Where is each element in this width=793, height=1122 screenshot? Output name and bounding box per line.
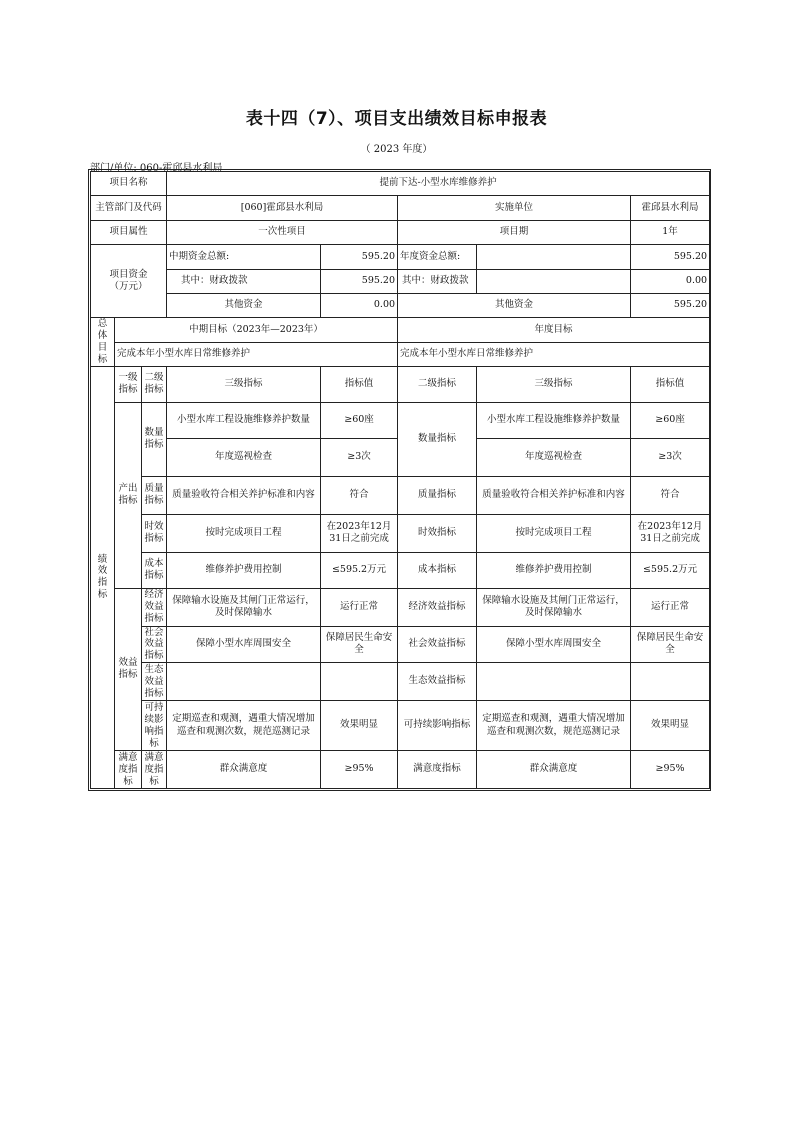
indicator-header-row: [91, 366, 710, 402]
valueb-cell: 运行正常: [631, 588, 710, 626]
indicator-row: [91, 402, 710, 438]
level2b-cell: 可持续影响指标: [398, 701, 477, 751]
level2b-cell: 社会效益指标: [398, 626, 477, 663]
project-name-row: [91, 172, 710, 196]
level3b-cell: 小型水库工程设施维修养护数量: [477, 402, 631, 438]
level3b-cell: 维修养护费用控制: [477, 552, 631, 588]
indicator-row: [91, 588, 710, 626]
value-cell: 符合: [321, 476, 398, 514]
funds-row-2: [91, 270, 710, 294]
valueb-cell: [631, 663, 710, 701]
fin-mid-label: 其中：财政拨款: [167, 270, 321, 294]
mid-goal-text: 完成本年小型水库日常维修养护: [115, 343, 398, 366]
attr-row: [91, 221, 710, 245]
level3-cell: 年度巡视检查: [167, 438, 321, 476]
level3b-cell: 群众满意度: [477, 751, 631, 789]
level2b-header: 二级指标: [398, 366, 477, 402]
level3-cell: 小型水库工程设施维修养护数量: [167, 402, 321, 438]
goal-content-row: [91, 343, 710, 366]
level3b-cell: 按时完成项目工程: [477, 514, 631, 552]
other-mid-label: 其他资金: [167, 294, 321, 318]
level3b-cell: 年度巡视检查: [477, 438, 631, 476]
value-cell: ≥3次: [321, 438, 398, 476]
attr-label: 项目属性: [91, 221, 167, 245]
level2b-cell: 时效指标: [398, 514, 477, 552]
satisfaction-level1-label: 满意度指标: [115, 751, 142, 789]
level3-cell: 保障小型水库周围安全: [167, 626, 321, 663]
indicator-row: [91, 663, 710, 701]
quantity-indicator-label: 数量指标: [142, 402, 167, 476]
valueb-cell: 效果明显: [631, 701, 710, 751]
impl-unit-value: 霍邱县水利局: [631, 196, 710, 221]
indicator-row: [91, 751, 710, 789]
indicator-row: [91, 626, 710, 663]
funds-row-1: [91, 245, 710, 270]
level3b-cell: 保障小型水库周围安全: [477, 626, 631, 663]
level2b-cell: 数量指标: [398, 402, 477, 476]
attr-value: 一次性项目: [167, 221, 398, 245]
cost-indicator-label: 成本指标: [142, 552, 167, 588]
level2b-cell: 经济效益指标: [398, 588, 477, 626]
page-title: 表十四（7）、项目支出绩效目标申报表: [245, 109, 548, 129]
dept-row: [91, 196, 710, 221]
period-value: 1年: [631, 221, 710, 245]
level2b-cell: 质量指标: [398, 476, 477, 514]
level3-header: 三级指标: [167, 366, 321, 402]
dept-code-value: [060]霍邱县水利局: [167, 196, 398, 221]
level3-cell: 按时完成项目工程: [167, 514, 321, 552]
value-cell: ≥95%: [321, 751, 398, 789]
indicator-row: [91, 514, 710, 552]
level3-cell: 质量验收符合相关养护标准和内容: [167, 476, 321, 514]
valueb-cell: ≥60座: [631, 402, 710, 438]
value-cell: 保障居民生命安全: [321, 626, 398, 663]
project-name-label: 项目名称: [91, 172, 167, 196]
period-label: 项目期: [398, 221, 631, 245]
value-cell: 效果明显: [321, 701, 398, 751]
value-cell: ≤595.2万元: [321, 552, 398, 588]
goal-header-row: [91, 318, 710, 343]
project-name-value: 提前下达-小型水库维修养护: [167, 172, 710, 196]
valueb-cell: ≤595.2万元: [631, 552, 710, 588]
benefit-indicator-label: 效益指标: [115, 588, 142, 751]
value-header: 指标值: [321, 366, 398, 402]
valueb-cell: ≥95%: [631, 751, 710, 789]
fin-mid-value: 595.20: [321, 270, 398, 294]
value-cell: 在2023年12月31日之前完成: [321, 514, 398, 552]
mid-total-value: 595.20: [321, 245, 398, 270]
level2b-cell: 成本指标: [398, 552, 477, 588]
fin-annual-value: 0.00: [631, 270, 710, 294]
level3b-cell: 质量验收符合相关养护标准和内容: [477, 476, 631, 514]
economic-indicator-label: 经济效益指标: [142, 588, 167, 626]
overall-goal-label: 总体目标: [91, 318, 115, 367]
other-annual-value: 595.20: [631, 294, 710, 318]
level3-cell: 保障输水设施及其闸门正常运行，及时保障输水: [167, 588, 321, 626]
annual-total-label: 年度资金总额:: [398, 245, 477, 270]
level2b-cell: 生态效益指标: [398, 663, 477, 701]
value-cell: [321, 663, 398, 701]
year-line: （ 2023 年度）: [360, 144, 433, 155]
department-line: 部门/单位: 060-霍邱县水利局: [90, 163, 223, 174]
funds-label: 项目资金 （万元）: [91, 245, 167, 318]
valueb-cell: 符合: [631, 476, 710, 514]
ecological-indicator-label: 生态效益指标: [142, 663, 167, 701]
output-indicator-label: 产出指标: [115, 402, 142, 588]
level3b-header: 三级指标: [477, 366, 631, 402]
annual-goal-text: 完成本年小型水库日常维修养护: [398, 343, 710, 366]
level3b-cell: [477, 663, 631, 701]
level3b-cell: 定期巡查和观测，遇重大情况增加巡查和观测次数，规范巡测记录: [477, 701, 631, 751]
annual-goal-header: 年度目标: [398, 318, 710, 343]
valueb-cell: 保障居民生命安全: [631, 626, 710, 663]
value-cell: 运行正常: [321, 588, 398, 626]
mid-total-label: 中期资金总额:: [167, 245, 321, 270]
dept-code-label: 主管部门及代码: [91, 196, 167, 221]
timeliness-indicator-label: 时效指标: [142, 514, 167, 552]
mid-goal-header: 中期目标（2023年—2023年）: [115, 318, 398, 343]
level2b-cell: 满意度指标: [398, 751, 477, 789]
level3b-cell: 保障输水设施及其闸门正常运行，及时保障输水: [477, 588, 631, 626]
performance-target-table: [90, 171, 710, 789]
valueb-cell: ≥3次: [631, 438, 710, 476]
indicator-row: [91, 476, 710, 514]
other-mid-value: 0.00: [321, 294, 398, 318]
level3-cell: [167, 663, 321, 701]
level2-header: 二级指标: [142, 366, 167, 402]
fin-annual-label: 其中：财政拨款: [398, 270, 477, 294]
level3-cell: 定期巡查和观测，遇重大情况增加巡查和观测次数，规范巡测记录: [167, 701, 321, 751]
funds-row-3: [91, 294, 710, 318]
valueb-header: 指标值: [631, 366, 710, 402]
quality-indicator-label: 质量指标: [142, 476, 167, 514]
satisfaction-indicator-label: 满意度指标: [142, 751, 167, 789]
indicator-row: [91, 552, 710, 588]
level3-cell: 群众满意度: [167, 751, 321, 789]
level1-header: 一级指标: [115, 366, 142, 402]
valueb-cell: 在2023年12月31日之前完成: [631, 514, 710, 552]
perf-indicator-label: 绩效指标: [91, 366, 115, 789]
other-annual-label: 其他资金: [398, 294, 631, 318]
social-indicator-label: 社会效益指标: [142, 626, 167, 663]
value-cell: ≥60座: [321, 402, 398, 438]
level3-cell: 维修养护费用控制: [167, 552, 321, 588]
sustainability-indicator-label: 可持续影响指标: [142, 701, 167, 751]
impl-unit-label: 实施单位: [398, 196, 631, 221]
indicator-row: [91, 701, 710, 751]
annual-total-value: 595.20: [631, 245, 710, 270]
